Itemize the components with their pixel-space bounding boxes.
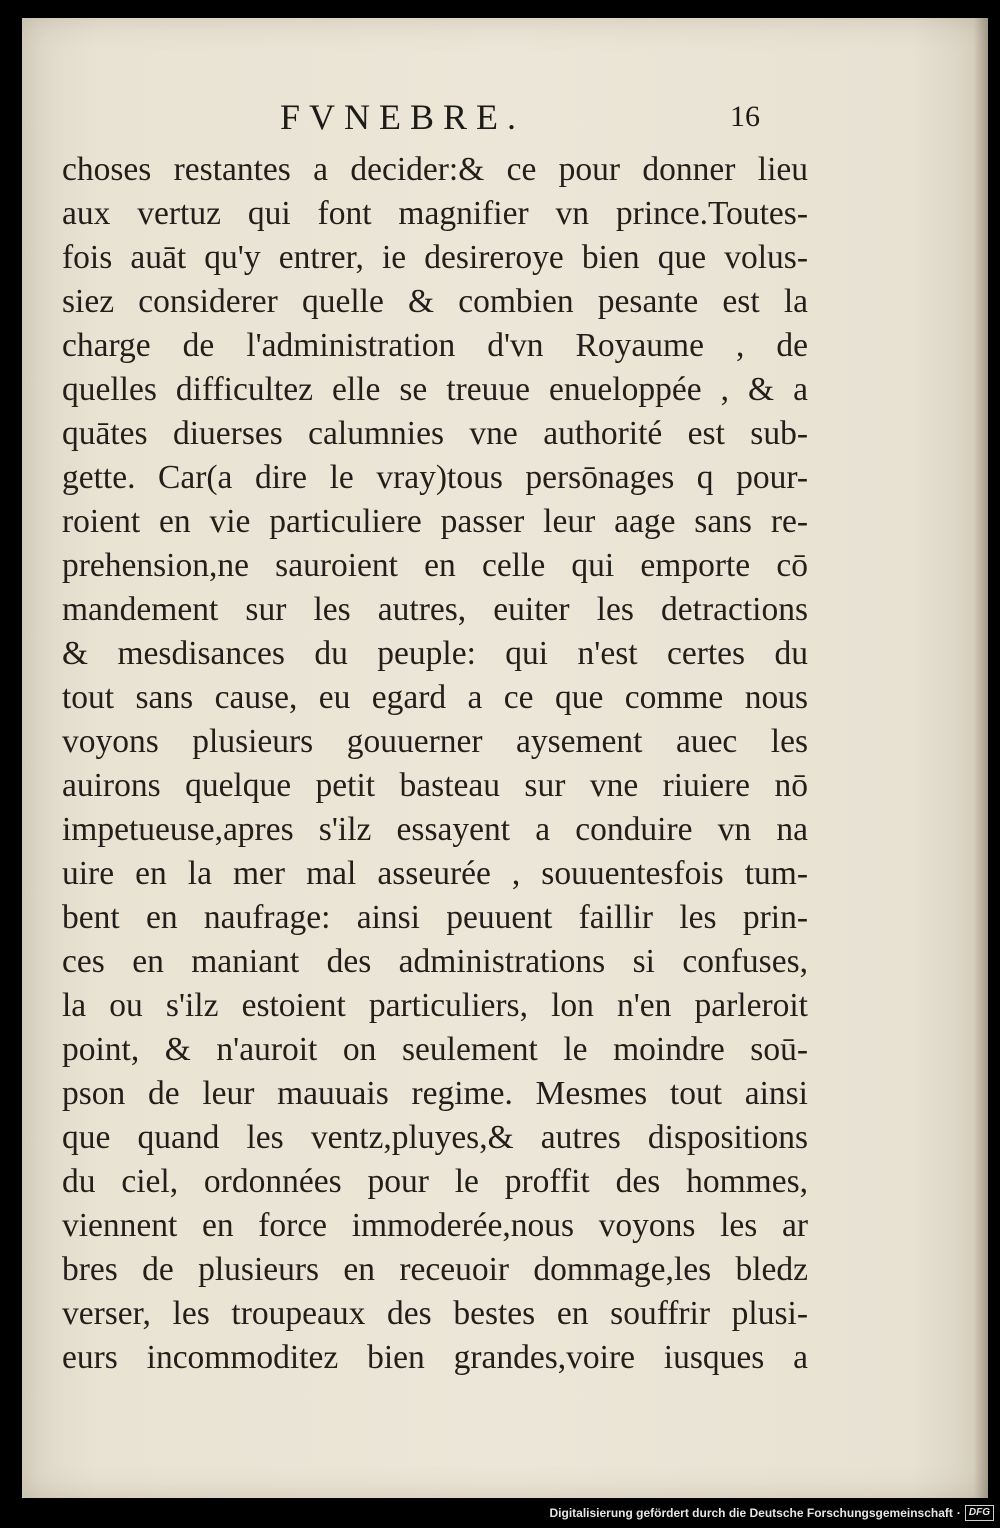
text-line: siez considerer quelle & combien pesante est la: [62, 283, 808, 320]
separator-dot: ·: [956, 1506, 961, 1520]
text-line: fois auāt qu'y entrer, ie desireroye bien que volus-: [62, 239, 808, 276]
text-line: verser, les troupeaux des bestes en souffrir plusi-: [62, 1295, 808, 1332]
page-number: 16: [730, 100, 760, 133]
text-line: charge de l'administration d'vn Royaume , de: [62, 327, 808, 364]
text-line: prehension,ne sauroient en celle qui emporte cō: [62, 547, 808, 584]
text-line: du ciel, ordonnées pour le proffit des hommes,: [62, 1163, 808, 1200]
text-line: la ou s'ilz estoient particuliers, lon n'en parleroit: [62, 987, 808, 1024]
text-line: ces en maniant des administrations si confuses,: [62, 943, 808, 980]
text-line: uire en la mer mal asseurée , souuentesfois tum-: [62, 855, 808, 892]
text-line: auirons quelque petit basteau sur vne riuiere nō: [62, 767, 808, 804]
text-block: [62, 148, 808, 1380]
text-line: choses restantes a decider:& ce pour donner lieu: [62, 151, 808, 188]
text-line: que quand les ventz,pluyes,& autres dispositions: [62, 1119, 808, 1156]
text-line: tout sans cause, eu egard a ce que comme nous: [62, 679, 808, 716]
running-head: FVNEBRE.: [280, 97, 526, 137]
text-line: bres de plusieurs en receuoir dommage,les bledz: [62, 1251, 808, 1288]
text-line: quātes diuerses calumnies vne authorité est sub-: [62, 415, 808, 452]
text-line: bent en naufrage: ainsi peuuent faillir les prin-: [62, 899, 808, 936]
text-line: aux vertuz qui font magnifier vn prince.Toutes-: [62, 195, 808, 232]
book-page: [22, 18, 988, 1498]
text-line: & mesdisances du peuple: qui n'est certes du: [62, 635, 808, 672]
text-line: mandement sur les autres, euiter les detractions: [62, 591, 808, 628]
footer-credit-bar: [0, 1498, 1000, 1528]
text-line: impetueuse,apres s'ilz essayent a conduire vn na: [62, 811, 808, 848]
text-line: pson de leur mauuais regime. Mesmes tout ainsi: [62, 1075, 808, 1112]
dfg-logo: DFG: [965, 1505, 994, 1521]
text-line: point, & n'auroit on seulement le moindre soū-: [62, 1031, 808, 1068]
text-line: viennent en force immoderée,nous voyons les ar: [62, 1207, 808, 1244]
text-line: gette. Car(a dire le vray)tous persōnages q pour-: [62, 459, 808, 496]
text-line: roient en vie particuliere passer leur aage sans re-: [62, 503, 808, 540]
text-line: eurs incommoditez bien grandes,voire iusques a: [62, 1339, 808, 1376]
text-line: quelles difficultez elle se treuue enueloppée , & a: [62, 371, 808, 408]
funding-credit: Digitalisierung gefördert durch die Deutsche Forschungsgemeinschaft: [549, 1506, 953, 1520]
text-line: voyons plusieurs gouuerner aysement auec les: [62, 723, 808, 760]
